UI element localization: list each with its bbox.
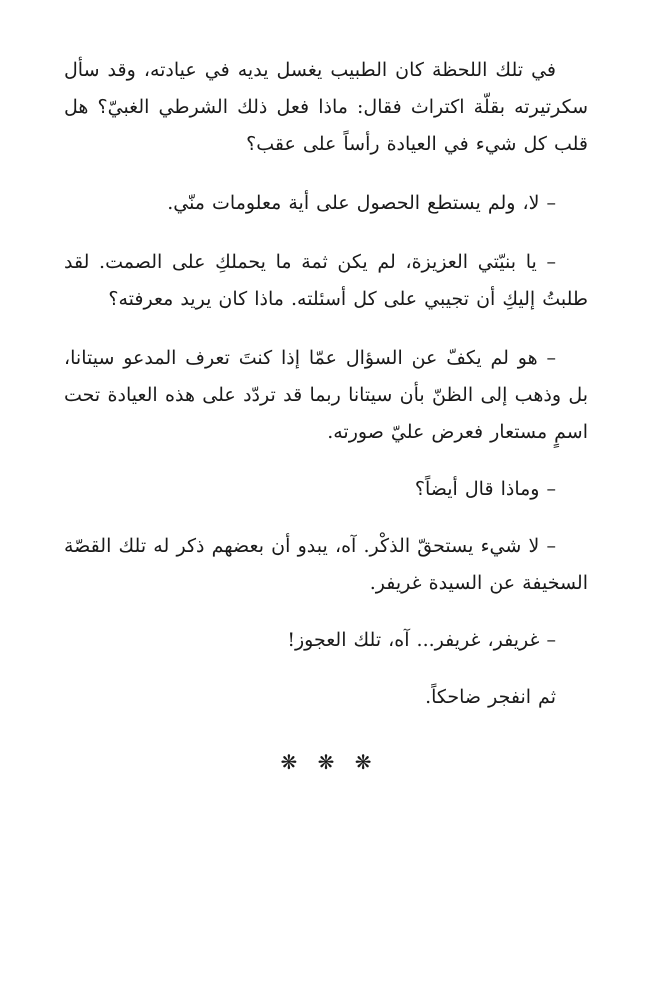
- section-separator: [64, 750, 588, 774]
- asterism-star: ❋: [280, 750, 298, 774]
- paragraph-doctor-remembers: – غريفر، غريفر... آه، تلك العجوز!: [287, 629, 556, 651]
- paragraph-secretary-reply: – لا، ولم يستطع الحصول على أية معلومات منّي.: [167, 192, 556, 214]
- asterism-star: ❋: [354, 750, 372, 774]
- paragraph-doctor-question: – وماذا قال أيضاً؟: [414, 478, 556, 500]
- paragraph-secretary-explains: – هو لم يكفّ عن السؤال عمّا إذا كنتَ تعرف المدعو سيتانا، بل وذهب إلى الظنّ بأن سيتانا ربما قد تردّد على هذه العيادة تحت اسمٍ مستعار فعرض عليّ صورته.: [64, 347, 588, 443]
- paragraph-laughter: ثم انفجر ضاحكاً.: [425, 686, 556, 708]
- book-page: [64, 52, 588, 774]
- paragraph-secretary-story: – لا شيء يستحقّ الذكْر. آه، يبدو أن بعضهم ذكر له تلك القصّة السخيفة عن السيدة غريفر.: [64, 535, 588, 594]
- paragraph-doctor-asks: في تلك اللحظة كان الطبيب يغسل يديه في عيادته، وقد سأل سكرتيرته بقلّة اكتراث فقال: ماذا فعل ذلك الشرطي الغبيّ؟ هل قلب كل شيء في العيادة رأساً على عقب؟: [64, 59, 588, 155]
- asterism-star: ❋: [317, 750, 335, 774]
- paragraph-doctor-reply: – يا بنيّتي العزيزة، لم يكن ثمة ما يحملكِ على الصمت. لقد طلبتُ إليكِ أن تجيبي على كل أسئلته. ماذا كان يريد معرفته؟: [64, 251, 588, 310]
